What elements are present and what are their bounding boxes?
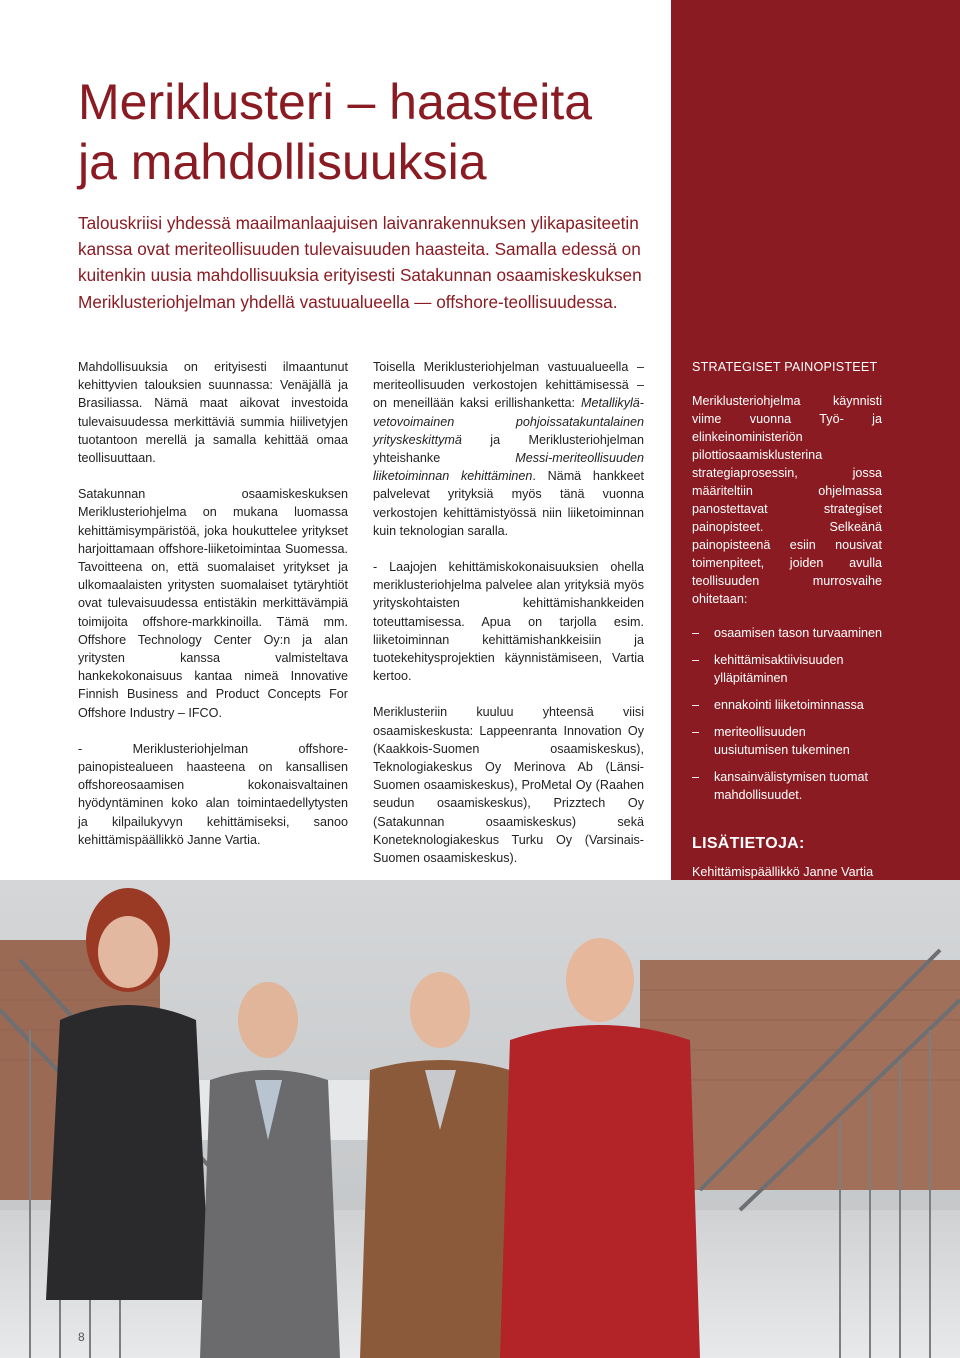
- dash-bullet: –: [692, 653, 700, 667]
- dash-bullet: –: [692, 698, 700, 712]
- list-item-text: kansainvälistymisen tuomat mahdollisuudet.: [714, 770, 868, 802]
- paragraph: - Laajojen kehittämiskokonaisuuksien ohella meriklusteriohjelma palvelee alan yrityksiä myös yrityskohtaisten kehittämishankkeiden toteuttamisessa. Apua on tarjolla esim. liiketoiminnan kehittämishankkeisiin ja tuotekehitysprojektien käynnistämiseen, Vartia kertoo.: [373, 560, 644, 684]
- article-column-1: [78, 358, 348, 867]
- dash-bullet: –: [692, 626, 700, 640]
- team-photo: [0, 880, 960, 1358]
- paragraph: Satakunnan osaamiskeskuksen Meriklusteriohjelma on mukana luomassa kehittämisympäristöä, joka houkuttelee yritykset harjoittamaan offshore-liiketoimintaa Suomessa. Tavoitteena on, että suomalaiset yritykset ja ulkomaalaisten yritysten suomalaiset tytäryhtiöt ovat tulevaisuudessa entistäkin merkittävämpiä toimijoita offshore-markkinoilla. Tämä mm. Offshore Technology Center Oy:n ja alan yritysten kanssa valmisteltava hankekokonaisuus kantaa nimeä Innovative Finnish Business and Product Concepts For Offshore Industry – IFCO.: [78, 487, 348, 720]
- dash-bullet: –: [692, 725, 700, 739]
- paragraph-text: Toisella Meriklusteriohjelman vastuualueella – meriteollisuuden verkostojen kehittämisessä – on meneillään kaksi erillishanketta:: [373, 360, 644, 411]
- contact-person: Kehittämispäällikkö Janne Vartia: [692, 865, 874, 879]
- lead-paragraph: Talouskriisi yhdessä maailmanlaajuisen laivanrakennuksen ylikapasiteetin kanssa ovat meriteollisuuden tulevaisuuden haasteita. Samalla edessä on kuitenkin uusia mahdollisuuksia erityisesti Satakunnan osaamiskeskuksen Meriklusteriohjelman yhdellä vastuualueella — offshore-teollisuudessa.: [78, 213, 642, 312]
- list-item: [692, 696, 882, 714]
- sidebar-content: [692, 358, 882, 813]
- sidebar-text: Meriklusteriohjelma käynnisti viime vuonna Työ- ja elinkeinoministeriön pilottiosaamisklusterina strategiaprosessin, jossa määriteltiin ohjelmassa panostettavat strategiset painopisteet. Selkeänä painopisteenä esiin nousivat toimenpiteet, joiden avulla teollisuuden murrosvaihe ohitetaan:: [692, 394, 882, 606]
- list-item: [692, 768, 882, 804]
- paragraph: [373, 358, 644, 540]
- title-line-2: ja mahdollisuuksia: [78, 134, 487, 190]
- list-item: [692, 723, 882, 759]
- list-item: [692, 624, 882, 642]
- list-item: [692, 651, 882, 687]
- dash-bullet: –: [692, 770, 700, 784]
- list-item-text: osaamisen tason turvaaminen: [714, 626, 883, 640]
- paragraph: - Meriklusteriohjelman offshore-painopistealueen haasteena on kansallisen offshoreosaamisen kokonaisvaltainen hyödyntäminen koko alan toimintaedellytysten ja kilpailukyvyn kehittämiseksi, sanoo kehittämispäällikkö Janne Vartia.: [78, 741, 348, 847]
- sidebar-heading: STRATEGISET PAINOPISTEET: [692, 360, 878, 374]
- paragraph: Mahdollisuuksia on erityisesti ilmaantunut kehittyvien talouksien suunnassa: Venäjällä ja Brasiliassa. Nämä maat aikovat investoida tulevaisuudessa merkittäviä summia hiilivetyjen tuotantoon merellä ja samalla kehittää omaa teollisuuttaan.: [78, 360, 348, 466]
- contact-heading: LISÄTIETOJA:: [692, 835, 805, 852]
- priority-list: [692, 624, 882, 804]
- paragraph-text: ja Meriklusteriohjelman yhteishanke: [373, 432, 644, 466]
- page-number: 8: [78, 1330, 85, 1344]
- list-item-text: ennakointi liiketoiminnassa: [714, 698, 864, 712]
- page-title: [78, 72, 678, 192]
- paragraph: Meriklusteriin kuuluu yhteensä viisi osaamiskeskusta: Lappeenranta Innovation Oy (Kaakkois-Suomen osaamiskeskus), Teknologiakeskus Oy Merinova Ab (Länsi-Suomen osaamiskeskus), ProMetal Oy (Raahen seudun osaamiskeskus), Prizztech Oy (Satakunnan osaamiskeskus) sekä Koneteknologiakeskus Turku Oy (Varsinais-Suomen osaamiskeskus).: [373, 705, 644, 866]
- project-name: Messi-meriteollisuuden liiketoiminnan kehittäminen: [373, 451, 644, 484]
- title-line-1: Meriklusteri – haasteita: [78, 74, 593, 130]
- article-column-2: [373, 358, 644, 964]
- project-name: Metallikylä- vetovoimainen pohjoissatakuntalainen yrityskeskittymä: [373, 396, 644, 447]
- list-item-text: meriteollisuuden uusiutumisen tukeminen: [714, 725, 850, 757]
- list-item-text: kehittämisaktiivisuuden ylläpitäminen: [714, 653, 844, 685]
- paragraph-text: . Nämä hankkeet palvelevat yrityksiä myös tänä vuonna verkostojen kehittämistyössä niin liiketoiminnan kuin teknologian saralla.: [373, 469, 644, 538]
